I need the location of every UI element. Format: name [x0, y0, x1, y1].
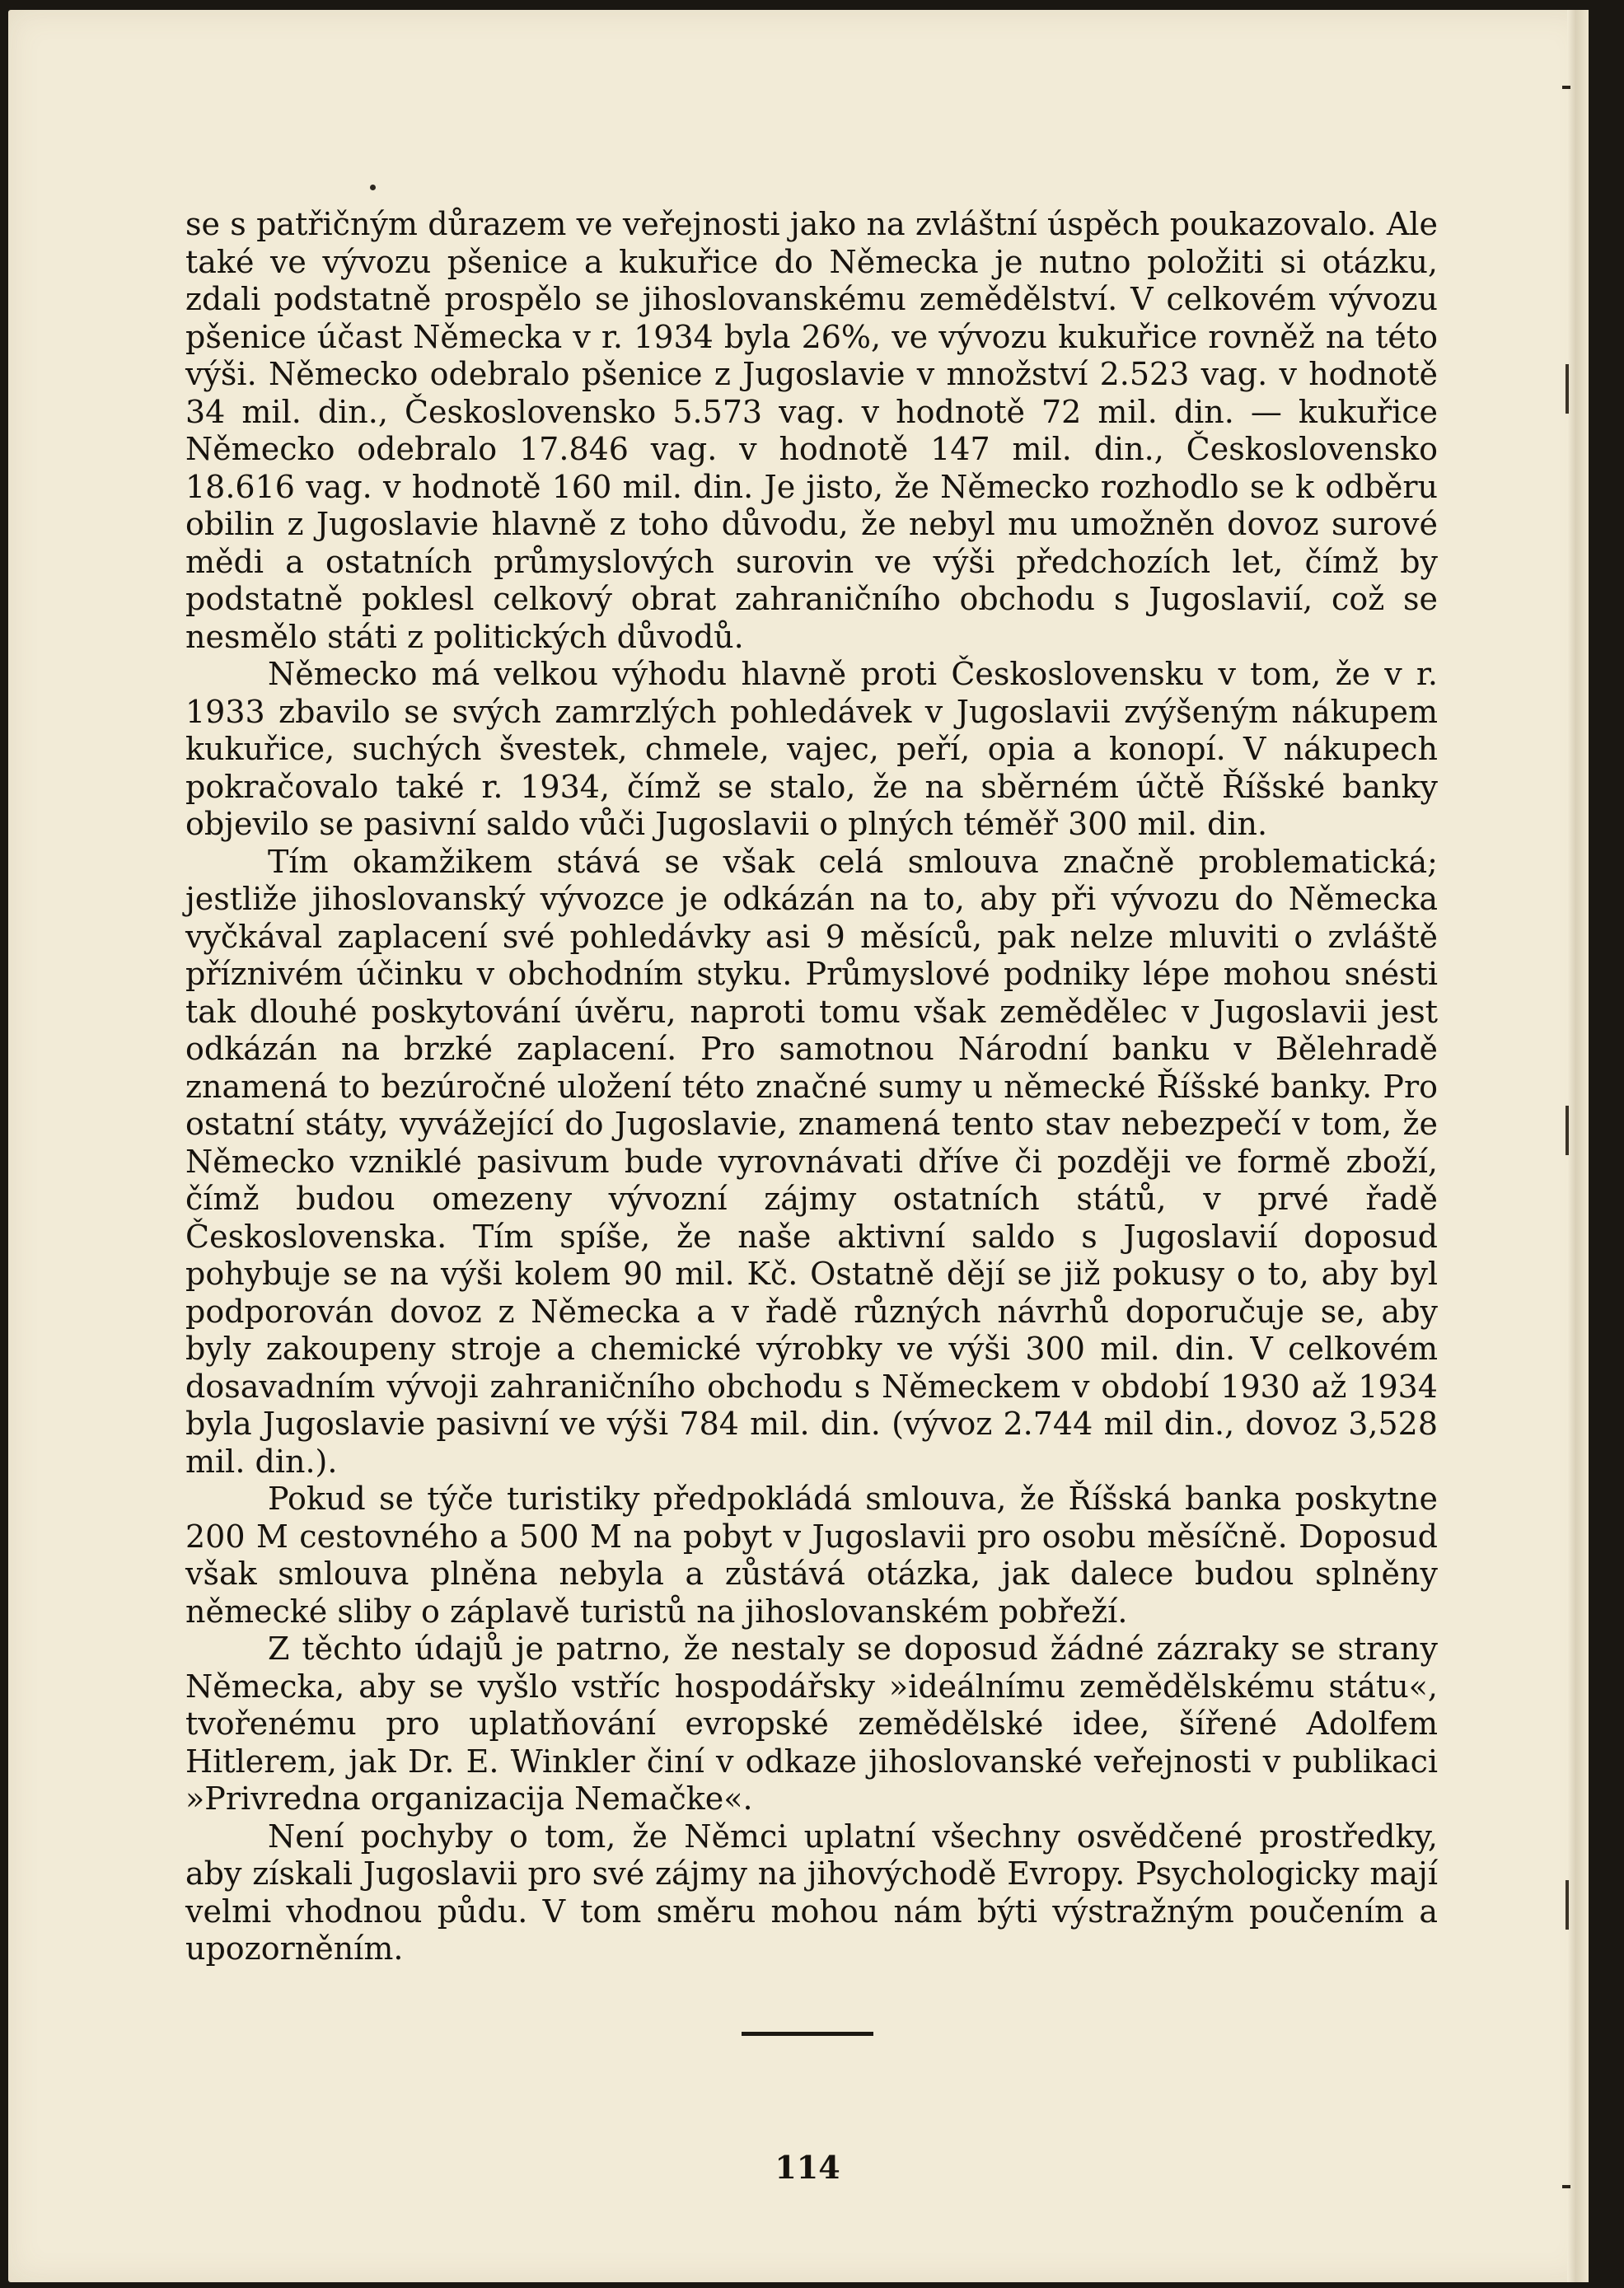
ink-speck	[370, 185, 376, 190]
paragraph: Tím okamžikem stává se však celá smlouva značně problematická; jestliže jihoslovanský vývozce je odkázán na to, aby při vývozu do Německa vyčkával zaplacení své pohledávky asi 9 měsíců, pak nelze mluviti o zvláště příznivém účinku v obchodním styku. Průmyslové podniky lépe mohou snésti tak dlouhé poskytování úvěru, naproti tomu však zemědělec v Jugoslavii jest odkázán na brzké zaplacení. Pro samotnou Národní banku v Bělehradě znamená to bezúročné uložení této značné sumy u německé Říšské banky. Pro ostatní státy, vyvážející do Jugoslavie, znamená tento stav nebezpečí v tom, že Německo vzniklé pasivum bude vyrovnávati dříve či později ve formě zboží, čímž budou omezeny vývozní zájmy ostatních států, v prvé řadě Československa. Tím spíše, že naše aktivní saldo s Jugoslavií doposud pohybuje se na výši kolem 90 mil. Kč. Ostatně dějí se již pokusy o to, aby byl podporován dovoz z Německa a v řadě různých návrhů doporučuje se, aby byly zakoupeny stroje a chemické výrobky ve výši 300 mil. din. V celkovém dosavadním vývoji zahraničního obchodu s Německem v období 1930 až 1934 byla Jugoslavie pasivní ve výši 784 mil. din. (vývoz 2.744 mil din., dovoz 3,528 mil. din.).	[185, 843, 1438, 1480]
spine-mark	[1565, 1106, 1569, 1155]
spine-mark	[1562, 2185, 1570, 2188]
body-text	[185, 206, 1438, 1968]
paragraph: se s patřičným důrazem ve veřejnosti jako na zvláštní úspěch poukazovalo. Ale také ve vývozu pšenice a kukuřice do Německa je nutno položiti si otázku, zdali podstatně prospělo se jihoslovanskému zemědělství. V celkovém vývozu pšenice účast Německa v r. 1934 byla 26%, ve vývozu kukuřice rovněž na této výši. Německo odebralo pšenice z Jugoslavie v množství 2.523 vag. v hodnotě 34 mil. din., Československo 5.573 vag. v hodnotě 72 mil. din. — kukuřice Německo odebralo 17.846 vag. v hodnotě 147 mil. din., Československo 18.616 vag. v hodnotě 160 mil. din. Je jisto, že Německo rozhodlo se k odběru obilin z Jugoslavie hlavně z toho důvodu, že nebyl mu umožněn dovoz surové mědi a ostatních průmyslových surovin ve výši předchozích let, čímž by podstatně poklesl celkový obrat zahraničního obchodu s Jugoslavií, což se nesmělo státi z politických důvodů.	[185, 206, 1438, 655]
paragraph: Není pochyby o tom, že Němci uplatní všechny osvědčené prostředky, aby získali Jugoslavii pro své zájmy na jihovýchodě Evropy. Psychologicky mají velmi vhodnou půdu. V tom směru mohou nám býti výstražným poučením a upozorněním.	[185, 1818, 1438, 1967]
paragraph: Německo má velkou výhodu hlavně proti Československu v tom, že v r. 1933 zbavilo se svých zamrzlých pohledávek v Jugoslavii zvýšeným nákupem kukuřice, suchých švestek, chmele, vajec, peří, opia a konopí. V nákupech pokračovalo také r. 1934, čímž se stalo, že na sběrném účtě Říšské banky objevilo se pasivní saldo vůči Jugoslavii o plných téměř 300 mil. din.	[185, 656, 1438, 842]
spine-mark	[1565, 1880, 1569, 1930]
page-number: 114	[775, 2149, 840, 2186]
paragraph: Pokud se týče turistiky předpokládá smlouva, že Říšská banka poskytne 200 M cestovného a 500 M na pobyt v Jugoslavii pro osobu měsíčně. Doposud však smlouva plněna nebyla a zůstává otázka, jak dalece budou splněny německé sliby o záplavě turistů na jihoslovanském pobřeží.	[185, 1481, 1438, 1630]
section-divider	[742, 2032, 873, 2036]
paragraph: Z těchto údajů je patrno, že nestaly se doposud žádné zázraky se strany Německa, aby se vyšlo vstříc hospodářsky »ideálnímu zemědělskému státu«, tvořenému pro uplatňování evropské zemědělské idee, šířené Adolfem Hitlerem, jak Dr. E. Winkler činí v odkaze jihoslovanské veřejnosti v publikaci »Privredna organizacija Nemačke«.	[185, 1631, 1438, 1817]
page-spine-edge	[1567, 10, 1589, 2282]
spine-mark	[1565, 364, 1569, 414]
spine-mark	[1562, 86, 1570, 89]
